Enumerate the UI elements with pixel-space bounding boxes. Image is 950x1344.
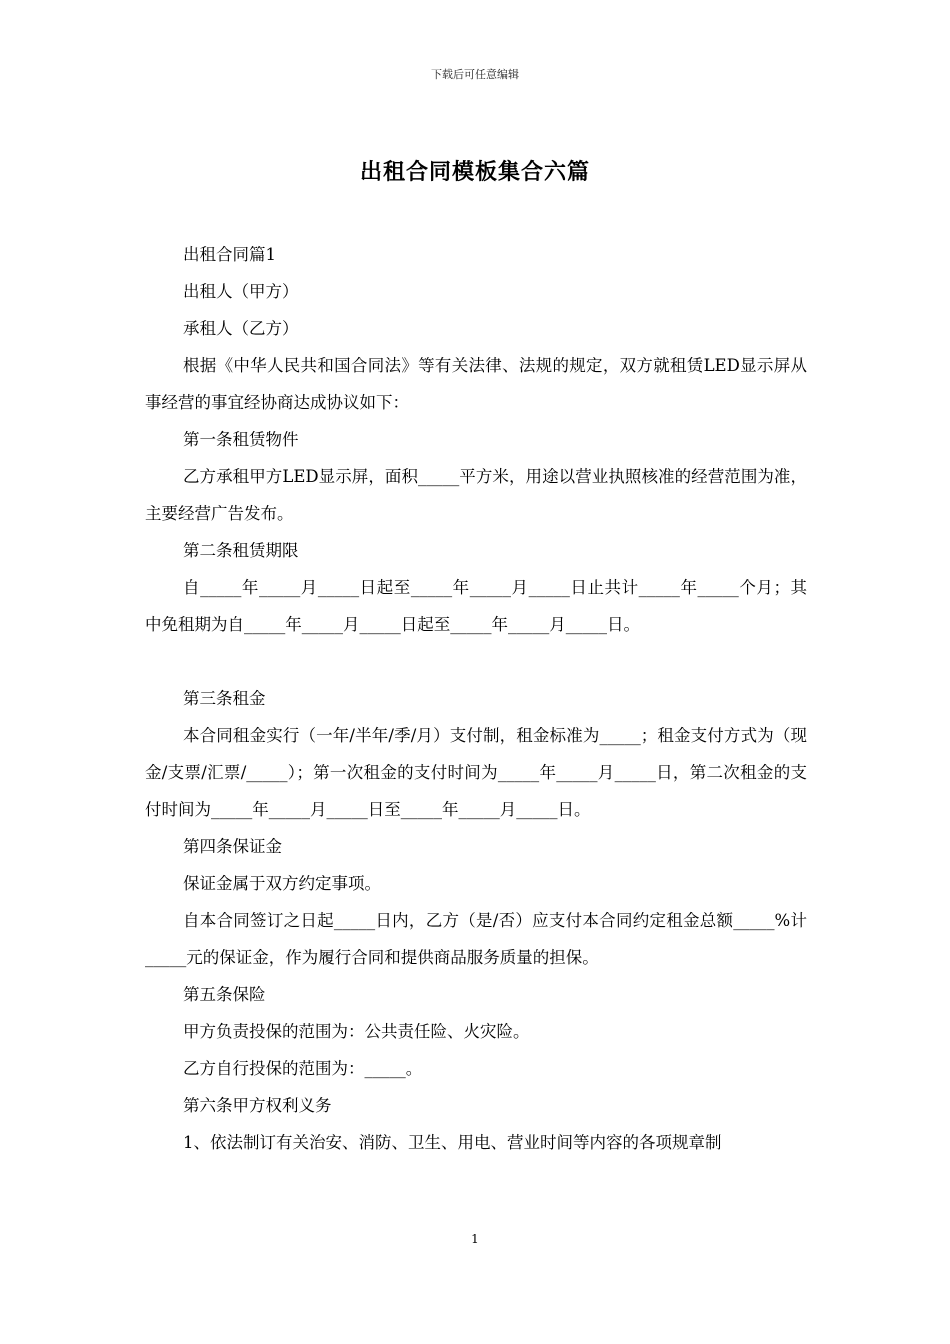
article-1-paragraph: 乙方承租甲方LED显示屏，面积_____平方米，用途以营业执照核准的经营范围为准，主要经营广告发布。 bbox=[145, 467, 807, 523]
page-number: 1 bbox=[471, 1232, 479, 1246]
article-5-paragraph-2: 乙方自行投保的范围为：_____。 bbox=[183, 1059, 423, 1078]
article-2-paragraph: 自_____年_____月_____日起至_____年_____月_____日止共计_____年_____个月；其中免租期为自_____年_____月_____日起至_____年_____月_____日。 bbox=[145, 578, 807, 634]
document-body bbox=[145, 236, 807, 1161]
article-3-paragraph: 本合同租金实行（一年/半年/季/月）支付制，租金标准为_____；租金支付方式为（现金/支票/汇票/_____）；第一次租金的支付时间为_____年_____月_____日，第二次租金的支付时间为_____年_____月_____日至_____年_____月_____日。 bbox=[145, 726, 807, 819]
article-2-heading: 第二条租赁期限 bbox=[183, 541, 299, 560]
article-6-item-1: 1、依法制订有关治安、消防、卫生、用电、营业时间等内容的各项规章制 bbox=[183, 1133, 722, 1152]
article-5-heading: 第五条保险 bbox=[183, 985, 266, 1004]
blank-line bbox=[145, 643, 807, 680]
preamble-paragraph: 根据《中华人民共和国合同法》等有关法律、法规的规定，双方就租赁LED显示屏从事经营的事宜经协商达成协议如下： bbox=[145, 356, 807, 412]
party-lessor: 出租人（甲方） bbox=[183, 282, 299, 301]
article-6-heading: 第六条甲方权利义务 bbox=[183, 1096, 332, 1115]
article-3-heading: 第三条租金 bbox=[183, 689, 266, 708]
party-lessee: 承租人（乙方） bbox=[183, 319, 299, 338]
article-5-paragraph-1: 甲方负责投保的范围为：公共责任险、火灾险。 bbox=[183, 1022, 530, 1041]
section-heading: 出租合同篇1 bbox=[183, 245, 276, 264]
page-header: 下载后可任意编辑 bbox=[431, 68, 519, 81]
article-1-heading: 第一条租赁物件 bbox=[183, 430, 299, 449]
article-4-paragraph-1: 保证金属于双方约定事项。 bbox=[183, 874, 381, 893]
article-4-paragraph-2: 自本合同签订之日起_____日内，乙方（是/否）应支付本合同约定租金总额_____%计_____元的保证金，作为履行合同和提供商品服务质量的担保。 bbox=[145, 911, 807, 967]
article-4-heading: 第四条保证金 bbox=[183, 837, 282, 856]
document-title: 出租合同模板集合六篇 bbox=[359, 160, 590, 185]
